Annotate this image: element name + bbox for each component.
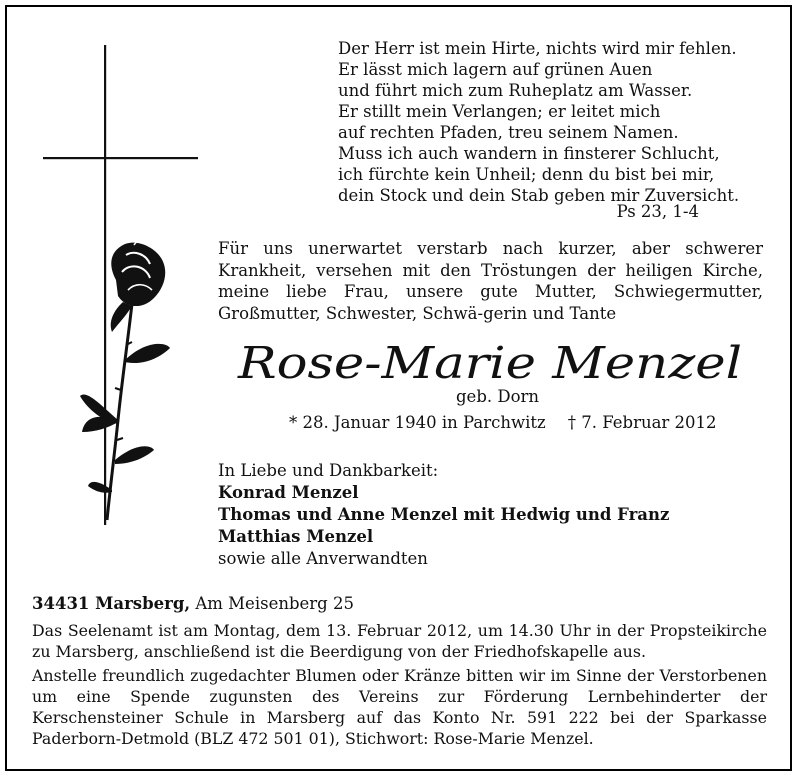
psalm-line: und führt mich zum Ruheplatz am Wasser. [338, 81, 693, 100]
mourner-name: Thomas und Anne Menzel mit Hedwig und Franz [218, 505, 670, 524]
address-city: 34431 Marsberg, [32, 594, 191, 613]
psalm-verse [338, 38, 740, 206]
address-street: Am Meisenberg 25 [195, 594, 354, 613]
psalm-line: Der Herr ist mein Hirte, nichts wird mir fehlen. [338, 39, 737, 58]
birth-name: geb. Dorn [456, 387, 540, 406]
mourner-name: Matthias Menzel [218, 527, 374, 546]
family-address [32, 594, 354, 613]
psalm-reference: Ps 23, 1-4 [616, 202, 699, 221]
psalm-line: Er stillt mein Verlangen; er leitet mich [338, 102, 661, 121]
cross-rose-illustration [38, 40, 198, 540]
cross-horizontal-beam [43, 157, 198, 159]
mourners-closing: sowie alle Anverwandten [218, 549, 428, 568]
death-announcement-text: Für uns unerwartet verstarb nach kurzer, aber schwerer Krankheit, versehen mit den Tröstungen der heiligen Kirche, meine liebe Frau, unsere gute Mutter, Schwiegermutter, Großmutter, Schwester, Schwä-gerin und Tante [218, 239, 763, 323]
birth-date: * 28. Januar 1940 in Parchwitz [289, 413, 546, 432]
psalm-line: Er lässt mich lagern auf grünen Auen [338, 60, 653, 79]
mourner-name: Konrad Menzel [218, 483, 359, 502]
funeral-service-paragraph: Das Seelenamt ist am Montag, dem 13. Februar 2012, um 14.30 Uhr in der Propsteikirche zu Marsberg, anschließend ist die Beerdigung von der Friedhofskapelle aus. [32, 621, 767, 661]
psalm-line: dein Stock und dein Stab geben mir Zuversicht. [338, 186, 740, 205]
mourners-list [218, 460, 669, 570]
deceased-name-text: Rose-Marie Menzel [236, 340, 742, 389]
cross-vertical-beam [104, 45, 106, 525]
deceased-name [230, 340, 750, 390]
life-dates [289, 413, 739, 432]
donation-paragraph: Anstelle freundlich zugedachter Blumen oder Kränze bitten wir im Sinne der Verstorbenen um eine Spende zugunsten des Vereins zur Förderung Lernbehinderter der Kerschensteiner Schule in Marsberg auf das Konto Nr. 591 222 bei der Sparkasse Paderborn-Detmold (BLZ 472 501 01), Stichwort: Rose-Marie Menzel. [32, 666, 767, 748]
rose-blossom [111, 240, 165, 306]
psalm-line: Muss ich auch wandern in finsterer Schlucht, [338, 144, 720, 163]
psalm-line: ich fürchte kein Unheil; denn du bist bei mir, [338, 165, 715, 184]
rose-stem [107, 295, 133, 520]
death-date: † 7. Februar 2012 [567, 413, 717, 432]
mourners-intro: In Liebe und Dankbarkeit: [218, 461, 439, 480]
psalm-line: auf rechten Pfaden, treu seinem Namen. [338, 123, 679, 142]
